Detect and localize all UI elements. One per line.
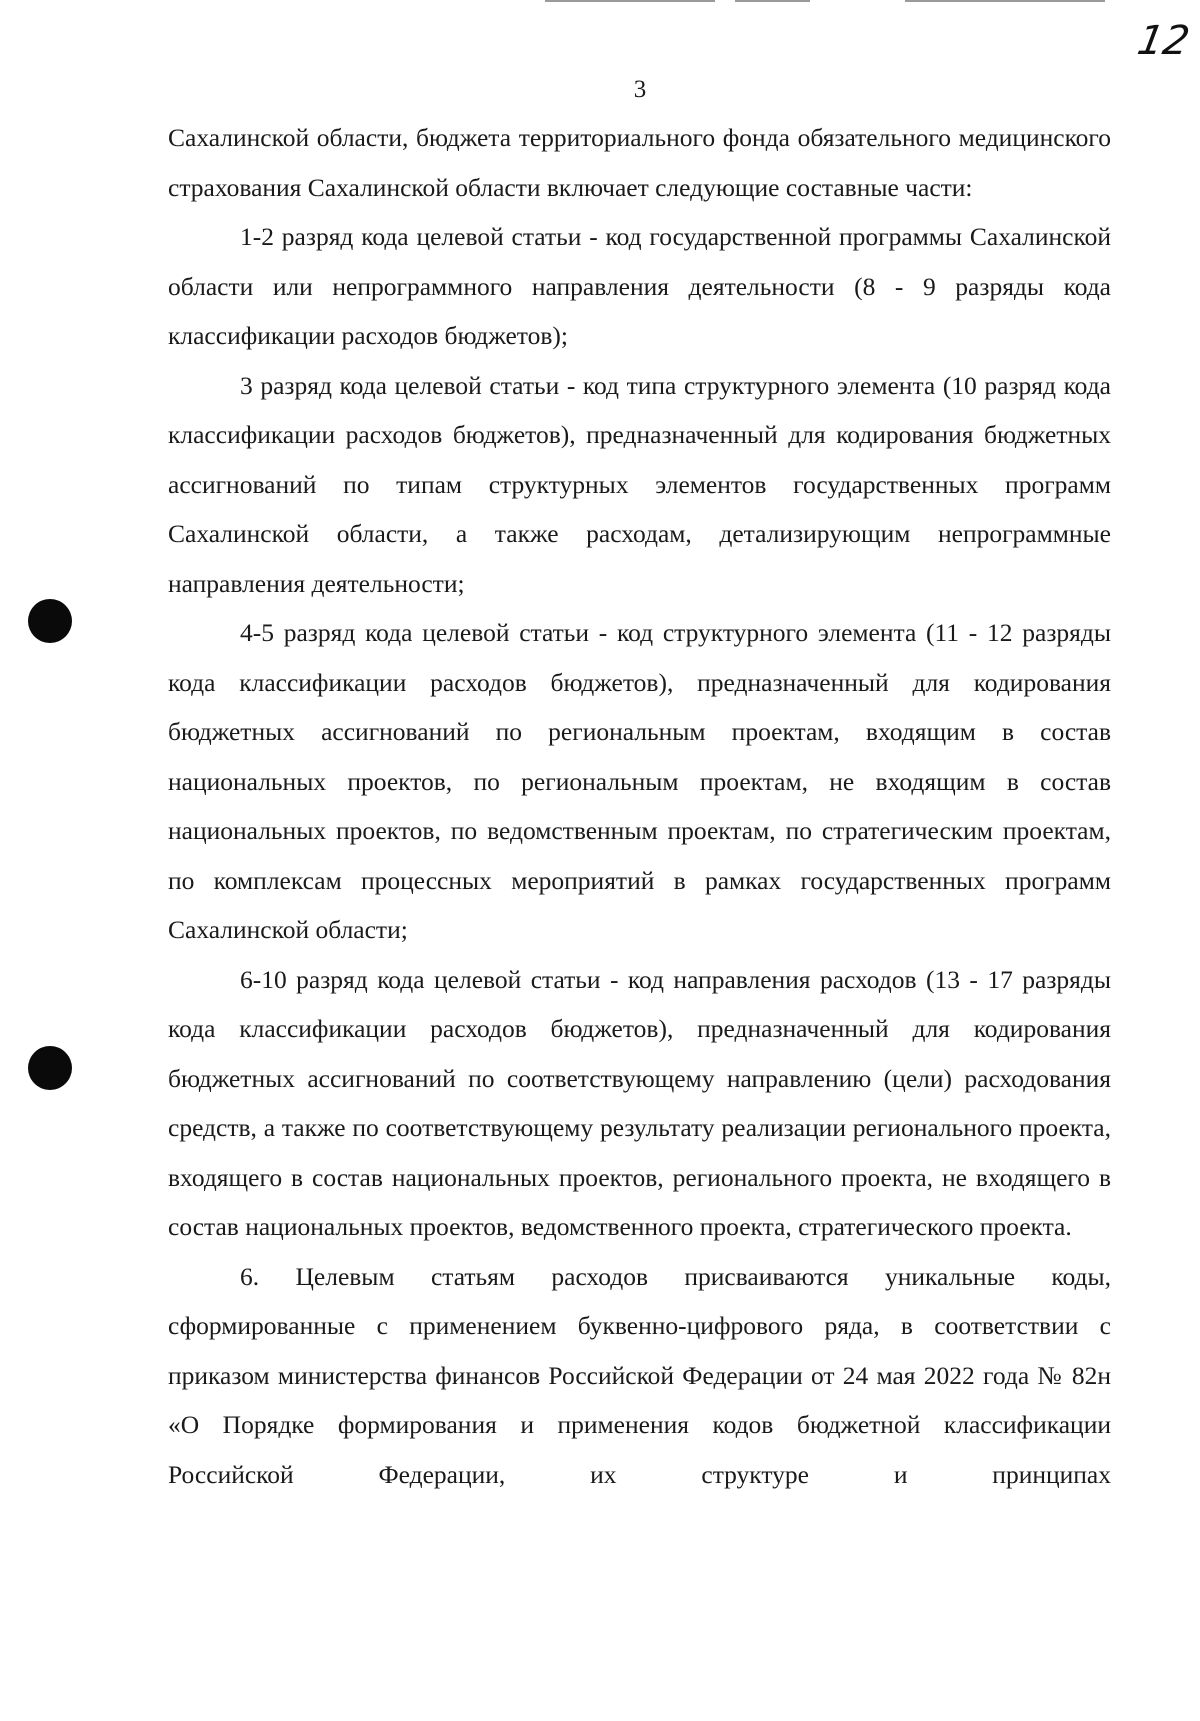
- paragraph-digits-6-10: 6-10 разряд кода целевой статьи - код направления расходов (13 - 17 разряды кода классификации расходов бюджетов), предназначенный для кодирования бюджетных ассигнований по соответствующему направлению (цели) расходования средств, а также по соответствующему результату реализации регионального проекта, входящего в состав национальных проектов, регионального проекта, не входящего в состав национальных проектов, ведомственного проекта, стратегического проекта.: [168, 964, 1111, 1241]
- paragraph-digits-4-5: 4-5 разряд кода целевой статьи - код структурного элемента (11 - 12 разряды кода классификации расходов бюджетов), предназначенный для кодирования бюджетных ассигнований по региональным проектам, входящим в состав национальных проектов, по региональным проектам, не входящим в состав национальных проектов, по ведомственным проектам, по стратегическим проектам, по комплексам процессных мероприятий в рамках государственных программ Сахалинской области;: [168, 618, 1111, 944]
- paragraph-digits-1-2: 1-2 разряд кода целевой статьи - код государственной программы Сахалинской области или непрограммного направления деятельности (8 - 9 разряды кода классификации расходов бюджетов);: [168, 222, 1111, 350]
- paragraph-digit-3: 3 разряд кода целевой статьи - код типа структурного элемента (10 разряд кода классификации расходов бюджетов), предназначенный для кодирования бюджетных ассигнований по типам структурных элементов государственных программ Сахалинской области, а также расходам, детализирующим непрограммные направления деятельности;: [168, 370, 1111, 598]
- punch-hole: [28, 599, 72, 643]
- scan-edge-line: [735, 0, 810, 2]
- scan-edge-line: [545, 0, 715, 2]
- paragraph-continuation: Сахалинской области, бюджета территориального фонда обязательного медицинского страхования Сахалинской области включает следующие составные части:: [168, 123, 1111, 202]
- punch-hole: [28, 1046, 72, 1090]
- handwritten-page-mark: 12: [1133, 18, 1193, 64]
- paragraph-item-6: 6. Целевым статьям расходов присваиваются уникальные коды, сформированные с применением буквенно-цифрового ряда, в соответствии с приказом министерства финансов Российской Федерации от 24 мая 2022 года № 82н «О Порядке формирования и применения кодов бюджетной классификации Российской Федерации, их структуре и принципах: [168, 1261, 1111, 1489]
- document-body: [168, 113, 1111, 1499]
- scan-edge-line: [905, 0, 1105, 2]
- page-number: 3: [633, 76, 647, 103]
